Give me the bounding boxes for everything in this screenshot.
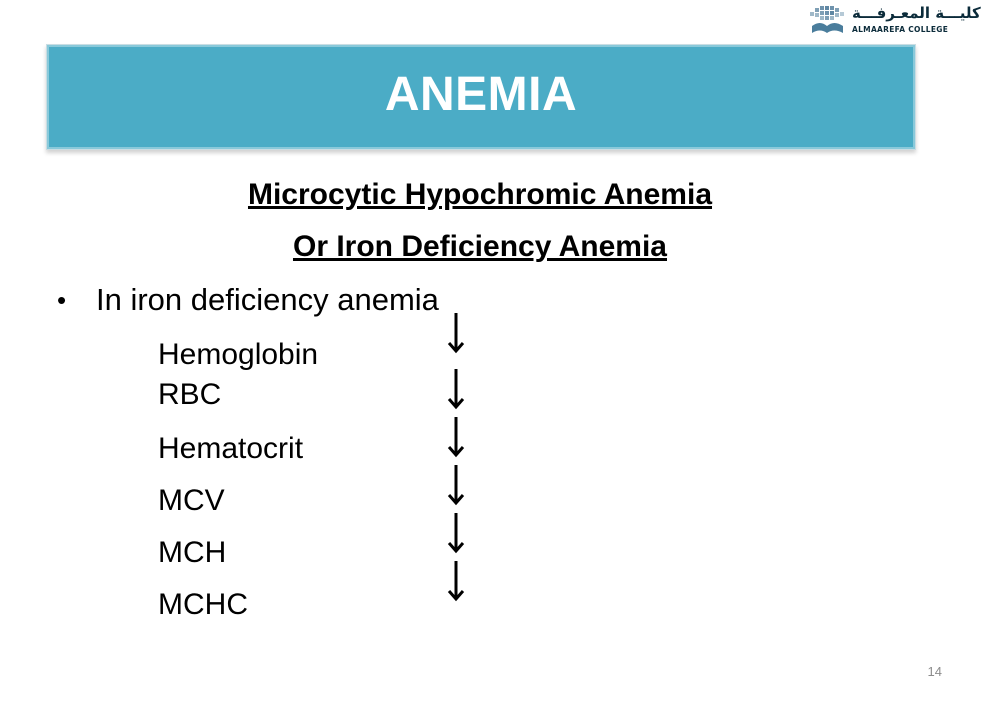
bullet-marker: •: [57, 285, 67, 315]
down-arrow-icon: [446, 464, 466, 506]
down-arrow-icon: [446, 312, 466, 354]
down-arrow-icon: [446, 560, 466, 602]
page-number: 14: [927, 664, 942, 679]
college-logo: [808, 4, 981, 37]
slide-title: ANEMIA: [384, 68, 578, 121]
bullet-text: In iron deficiency anemia: [96, 282, 439, 317]
college-logo-mark-icon: [810, 6, 846, 36]
down-arrow-icon: [446, 368, 466, 410]
parameter-mcv: MCV: [158, 484, 225, 517]
down-arrow-icon: [446, 512, 466, 554]
down-arrow-icon: [446, 416, 466, 458]
title-banner: [46, 44, 916, 150]
parameter-hematocrit: Hematocrit: [158, 432, 304, 465]
parameter-rbc: RBC: [158, 378, 222, 411]
subtitle-line-1: Microcytic Hypochromic Anemia: [247, 178, 713, 211]
subtitle-line-2: Or Iron Deficiency Anemia: [292, 230, 667, 263]
parameter-mchc: MCHC: [158, 588, 248, 621]
parameter-hemoglobin: Hemoglobin: [158, 338, 319, 371]
logo-arabic-text: كليـــة المعـرفـــة: [852, 4, 981, 22]
logo-latin-text: ALMAAREFA COLLEGE: [852, 25, 949, 34]
parameter-mch: MCH: [158, 536, 227, 569]
